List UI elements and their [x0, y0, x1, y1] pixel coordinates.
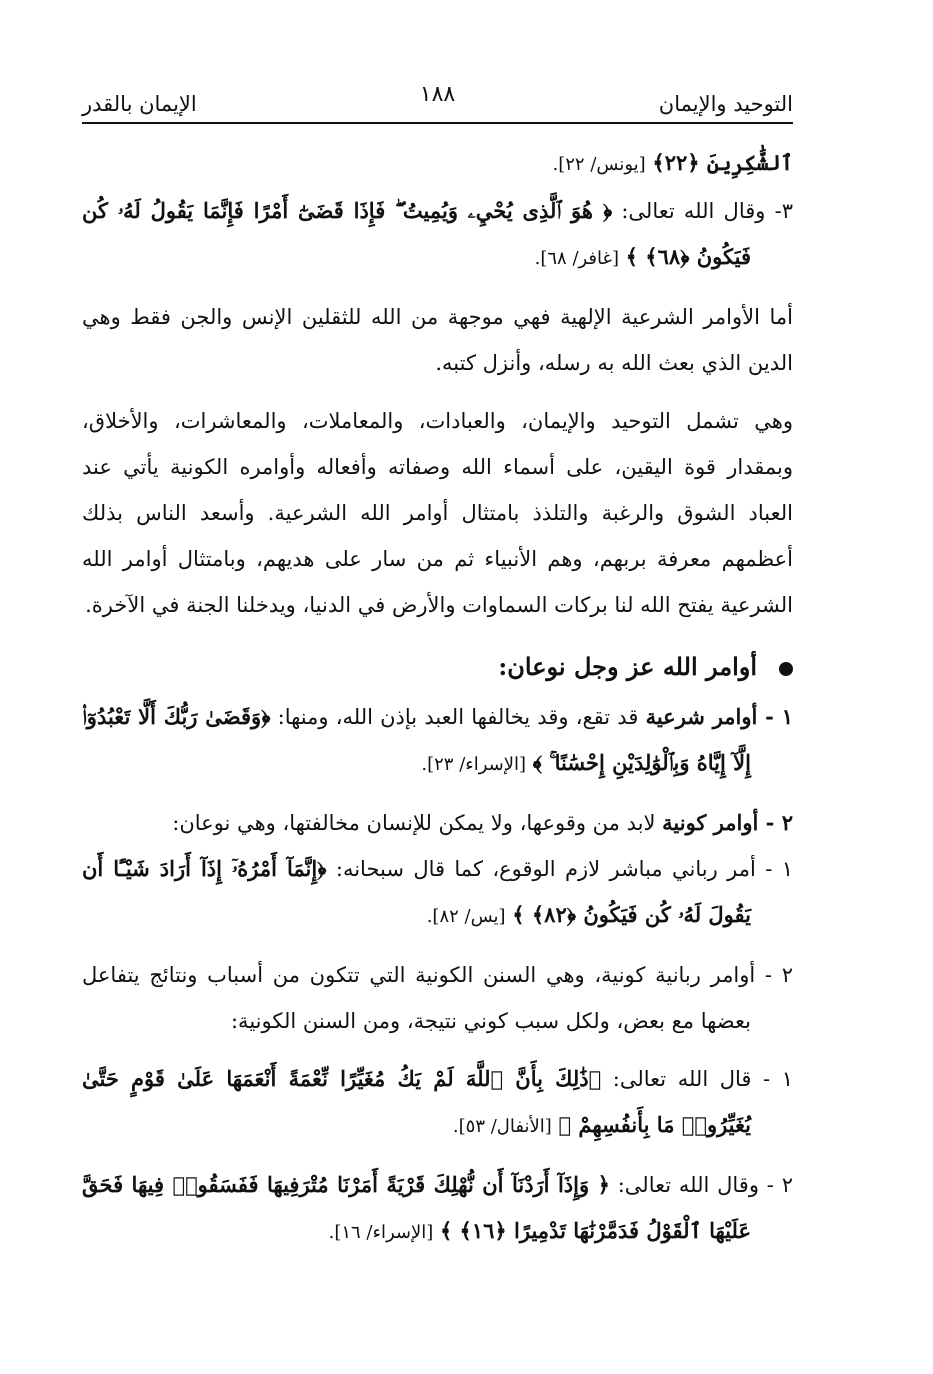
verse-reference: [غافر/ ٦٨].: [534, 248, 619, 269]
verse-reference: [الإسراء/ ١٦].: [328, 1222, 434, 1243]
verse-reference: [يس/ ٨٢].: [426, 906, 506, 927]
item-text: ١ - قال الله تعالى:: [612, 1067, 793, 1091]
sub-item-laws: ٢ - أوامر ربانية كونية، وهي السنن الكونية التي تتكون من أسباب ونتائج يتفاعل بعضها مع بعض، ولكل سبب كوني نتيجة، ومن السنن الكونية:: [82, 963, 793, 1033]
paragraph-scope: وهي تشمل التوحيد والإيمان، والعبادات، والمعاملات، والمعاشرات، والأخلاق، وبمقدار قوة اليقين، على أسماء الله وصفاته وأفعاله وأوامره الكونية يأتي عند العباد الشوق والرغبة والتلذذ بامتثال أوامر الله الشرعية. وأسعد الناس بذلك أعظمهم معرفة بربهم، وهم الأنبياء ثم من سار على هديهم، وبامتثال أوامر الله الشرعية يفتح الله لنا بركات السماوات والأرض في الدنيا، ويدخلنا الجنة في الآخرة.: [82, 409, 793, 617]
quran-text: ﴿وَقَضَىٰ رَبُّكَ أَلَّا تَعْبُدُوٓا۟ إِلَّآ إِيَّاهُ وَبِٱلْوَٰلِدَيْنِ إِحْسَٰنًا ۚ ﴾: [82, 704, 751, 775]
verse-reference: [الإسراء/ ٢٣].: [421, 754, 527, 775]
item-label: ٢ - أوامر كونية: [662, 810, 793, 835]
item-label: ١ - أوامر شرعية: [645, 704, 793, 729]
quran-text: ٱلشَّٰكِرِينَ ﴿٢٢﴾: [652, 150, 793, 175]
bullet-icon: [779, 662, 793, 676]
page-number: ١٨٨: [419, 82, 456, 107]
verse-reference: [الأنفال/ ٥٣].: [452, 1116, 552, 1137]
section-heading: [82, 644, 793, 690]
verse-reference: [يونس/ ٢٢].: [552, 154, 646, 175]
quran-text: ﴿ذَٰلِكَ بِأَنَّ ٱللَّهَ لَمْ يَكُ مُغَيِّرًا نِّعْمَةً أَنْعَمَهَا عَلَىٰ قَوْمٍ حَتَّىٰ يُغَيِّرُوا۟ مَا بِأَنفُسِهِمْ ﴾: [82, 1066, 751, 1137]
item-text: قد تقع، وقد يخالفها العبد بإذن الله، ومنها:: [277, 705, 639, 729]
header-chapter-title: الإيمان بالقدر: [82, 92, 197, 116]
item-text: ١ - أمر رباني مباشر لازم الوقوع، كما قال سبحانه:: [335, 857, 793, 881]
quran-text: ﴿ هُوَ ٱلَّذِى يُحْيِۦ وَيُمِيتُ ۖ فَإِذَا قَضَىٰٓ أَمْرًا فَإِنَّمَا يَقُولُ لَهُۥ كُن فَيَكُونُ ﴿٦٨﴾ ﴾: [82, 198, 751, 269]
sub-item-direct: [82, 846, 793, 940]
numbered-verse-3: [82, 188, 793, 282]
item-lead: ٣- وقال الله تعالى:: [621, 199, 793, 223]
section-heading-text: أوامر الله عز وجل نوعان:: [498, 652, 757, 681]
item-text: لابد من وقوعها، ولا يمكن للإنسان مخالفتها، وهي نوعان:: [172, 811, 656, 835]
verse-continuation: [82, 140, 793, 188]
sub-item-example-1: [82, 1056, 793, 1150]
header-book-title: التوحيد والإيمان: [658, 92, 793, 116]
item-text: ٢ - وقال الله تعالى:: [617, 1173, 793, 1197]
paragraph-religious-commands: أما الأوامر الشرعية الإلهية فهي موجهة من الله للثقلين الإنس والجن فقط وهي الدين الذي بعث الله به رسله، وأنزل كتبه.: [82, 305, 793, 375]
list-item-cosmic: [82, 800, 793, 846]
list-item-religious: [82, 694, 793, 788]
page-body: [82, 140, 793, 1256]
sub-item-example-2: [82, 1162, 793, 1256]
quran-text: ﴿ وَإِذَآ أَرَدْنَآ أَن نُّهْلِكَ قَرْيَةً أَمَرْنَا مُتْرَفِيهَا فَفَسَقُوا۟ فِيهَا فَحَقَّ عَلَيْهَا ٱلْقَوْلُ فَدَمَّرْنَٰهَا تَدْمِيرًا ﴿١٦﴾ ﴾: [82, 1172, 751, 1243]
quran-text: ﴿إِنَّمَآ أَمْرُهُۥٓ إِذَآ أَرَادَ شَيْـًٔا أَن يَقُولَ لَهُۥ كُن فَيَكُونُ ﴿٨٢﴾ ﴾: [82, 856, 751, 927]
running-header: [82, 82, 793, 124]
